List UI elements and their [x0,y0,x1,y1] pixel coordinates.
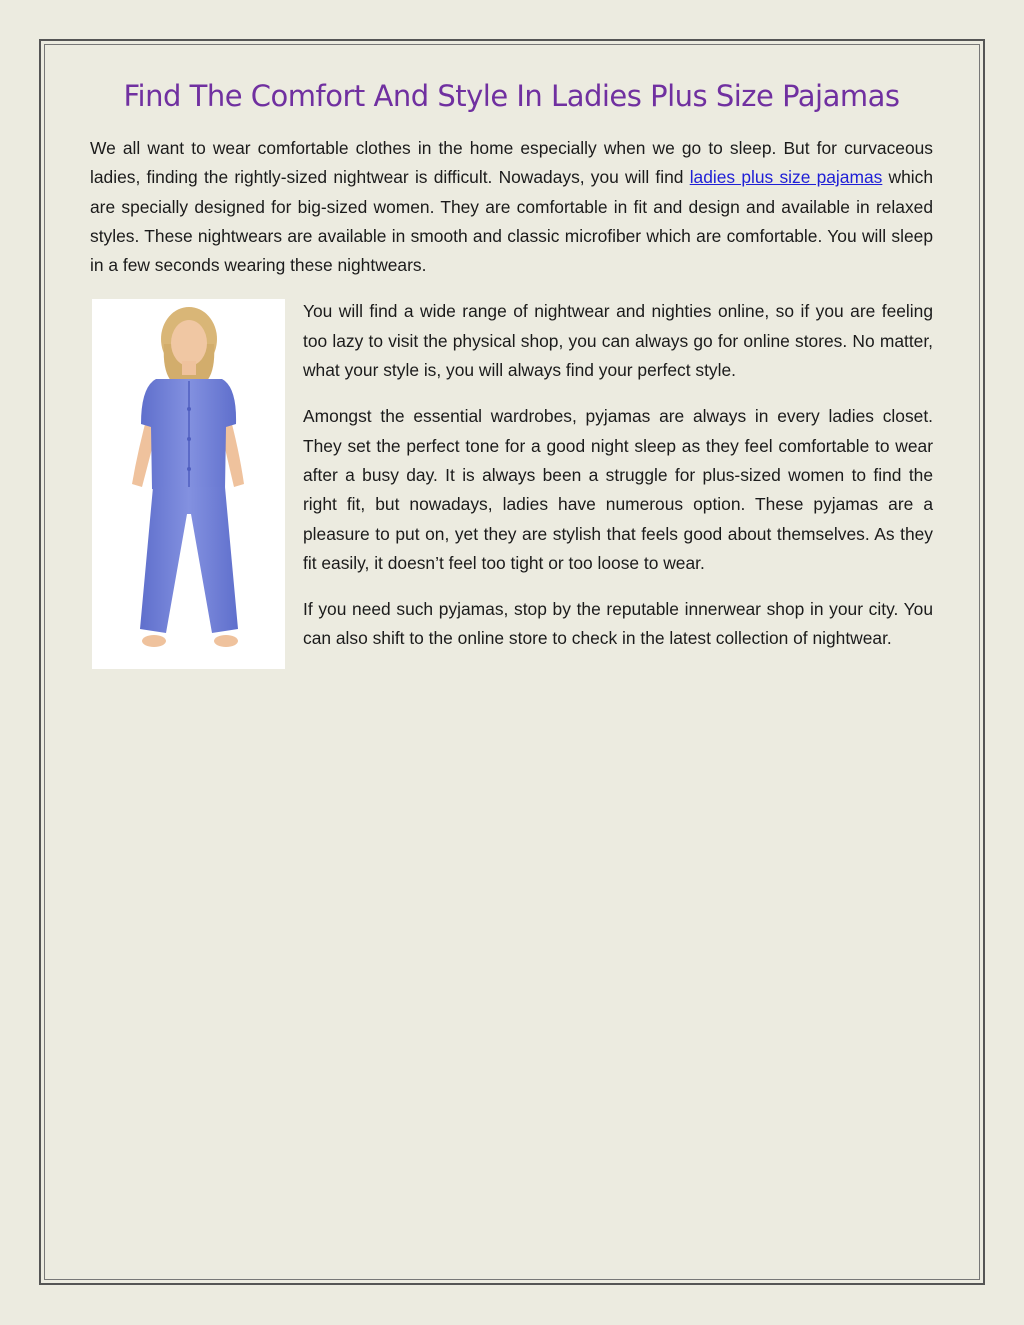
intro-paragraph [90,134,933,280]
document-body [90,78,933,675]
woman-in-pajamas-photo [92,299,285,669]
paragraph-store-suggestion: If you need such pyjamas, stop by the reputable innerwear shop in your city. You can also shift to the online store to check in the latest collection of nightwear. [303,599,933,649]
ladies-plus-size-pajamas-link[interactable]: ladies plus size pajamas [689,167,883,188]
paragraph-online-shopping: You will find a wide range of nightwear and nighties online, so if you are feeling too lazy to visit the physical shop, you can always go for online stores. No matter, what your style is, you will always find your perfect style. [303,301,933,381]
paragraph-essential-wardrobes: Amongst the essential wardrobes, pyjamas are always in every ladies closet. They set the perfect tone for a good night sleep as they feel comfortable to wear after a busy day. It is always been a struggle for plus-sized women to find the right fit, but nowadays, ladies have numerous option. These pyjamas are a pleasure to put on, yet they are stylish that feels good about themselves. As they fit easily, it doesn’t feel too tight or too loose to wear. [303,406,933,573]
document-title: Find The Comfort And Style In Ladies Plus Size Pajamas [123,79,900,113]
intro-text-start: We all want to wear comfortable clothes in the home especially when we go to sleep. But for curvaceous ladies, finding the rightly-sized nightwear is difficult. Nowadays, you will find [90,138,933,188]
intro-text-end: which are specially designed for big-sized women. They are comfortable in fit and design and available in relaxed styles. These nightwears are available in smooth and classic microfiber which are comfortable. You will sleep in a few seconds wearing these nightwears. [90,167,934,276]
